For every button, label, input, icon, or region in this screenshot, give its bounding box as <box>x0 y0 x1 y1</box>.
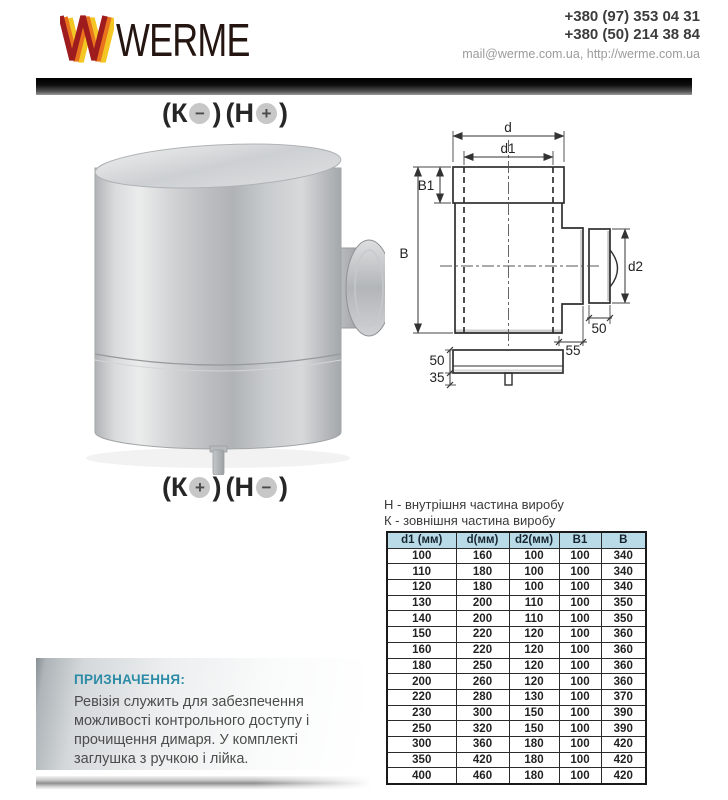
table-cell: 420 <box>456 752 509 768</box>
table-row <box>387 768 646 784</box>
table-cell: 300 <box>456 705 509 721</box>
dimensions-table <box>386 531 647 785</box>
purpose-text: Ревізія служить для забезпечення можливості контрольного доступу і прочищення димаря. У комплекті заглушка з ручкою і лійка. <box>74 694 310 767</box>
plus-badge: + <box>256 103 277 124</box>
table-cell: 420 <box>601 768 646 784</box>
product-photo <box>55 130 385 475</box>
table-cell: 110 <box>387 564 456 580</box>
table-cell: 340 <box>601 580 646 596</box>
table-cell: 180 <box>456 580 509 596</box>
purpose-panel <box>36 658 362 770</box>
table-cell: 390 <box>601 721 646 737</box>
table-cell: 360 <box>601 642 646 658</box>
table-cell: 180 <box>456 564 509 580</box>
minus-badge: − <box>256 477 277 498</box>
table-cell: 220 <box>387 689 456 705</box>
minus-badge: − <box>189 103 210 124</box>
table-cell: 260 <box>456 674 509 690</box>
table-cell: 120 <box>509 674 559 690</box>
table-cell: 150 <box>509 705 559 721</box>
table-row <box>387 674 646 690</box>
brand-name: WERME <box>116 14 250 66</box>
drawing-cap-stub <box>505 373 512 385</box>
table-row <box>387 689 646 705</box>
table-cell: 110 <box>509 611 559 627</box>
table-header-cell: d1 (мм) <box>387 532 456 548</box>
table-cell: 100 <box>559 611 601 627</box>
plus-badge: + <box>189 477 210 498</box>
table-row <box>387 564 646 580</box>
table-cell: 350 <box>601 595 646 611</box>
table-cell: 220 <box>456 642 509 658</box>
table-cell: 200 <box>456 611 509 627</box>
table-cell: 360 <box>601 674 646 690</box>
email-website-line: mail@werme.com.ua, http://werme.com.ua <box>462 47 700 61</box>
table-cell: 370 <box>601 689 646 705</box>
dim-label-35: 35 <box>429 370 445 385</box>
table-cell: 200 <box>387 674 456 690</box>
label-text: ) <box>212 471 222 502</box>
table-cell: 350 <box>601 611 646 627</box>
cylinder-body <box>94 139 342 449</box>
table-cell: 100 <box>559 627 601 643</box>
table-header-cell: B <box>601 532 646 548</box>
dim-label-55: 55 <box>565 343 581 358</box>
legend-line-inner: Н - внутрішня частина виробу <box>384 497 564 512</box>
table-cell: 100 <box>559 642 601 658</box>
table-cell: 180 <box>509 736 559 752</box>
table-cell: 100 <box>559 721 601 737</box>
table-cell: 100 <box>559 689 601 705</box>
table-row <box>387 642 646 658</box>
table-cell: 150 <box>387 627 456 643</box>
table-cell: 180 <box>509 752 559 768</box>
table-cell: 130 <box>509 689 559 705</box>
table-cell: 320 <box>456 721 509 737</box>
table-row <box>387 721 646 737</box>
drawing-cap-handle <box>610 250 618 287</box>
table-row <box>387 627 646 643</box>
label-text: (Н <box>225 97 254 128</box>
table-row <box>387 752 646 768</box>
table-cell: 160 <box>456 548 509 564</box>
table-cell: 250 <box>456 658 509 674</box>
table-row <box>387 580 646 596</box>
table-cell: 250 <box>387 721 456 737</box>
label-text: (Н <box>225 471 254 502</box>
table-cell: 360 <box>456 736 509 752</box>
table-cell: 350 <box>387 752 456 768</box>
table-cell: 140 <box>387 611 456 627</box>
header-divider-bar <box>36 78 692 95</box>
table-cell: 100 <box>559 564 601 580</box>
header-contacts <box>462 8 700 61</box>
drawing-body <box>455 203 583 333</box>
dim-label-d1: d1 <box>500 141 516 156</box>
legend <box>384 497 564 529</box>
phone-number-1: +380 (97) 353 04 31 <box>564 8 700 25</box>
table-row <box>387 611 646 627</box>
table-cell: 120 <box>509 627 559 643</box>
technical-drawing <box>388 98 728 400</box>
table-cell: 340 <box>601 548 646 564</box>
table-cell: 100 <box>559 752 601 768</box>
dim-label-50-side: 50 <box>591 321 607 336</box>
table-cell: 100 <box>387 548 456 564</box>
table-cell: 100 <box>509 548 559 564</box>
table-cell: 300 <box>387 736 456 752</box>
table-header-cell: B1 <box>559 532 601 548</box>
purpose-title: ПРИЗНАЧЕННЯ: <box>74 672 186 687</box>
table-header-row <box>387 532 646 548</box>
table-cell: 120 <box>509 642 559 658</box>
table-row <box>387 595 646 611</box>
table-cell: 100 <box>509 564 559 580</box>
table-cell: 460 <box>456 768 509 784</box>
table-cell: 180 <box>387 658 456 674</box>
table-cell: 120 <box>387 580 456 596</box>
table-cell: 100 <box>559 595 601 611</box>
table-cell: 100 <box>559 674 601 690</box>
dim-label-d2: d2 <box>628 259 644 274</box>
dim-label-d: d <box>504 120 512 135</box>
label-text: ) <box>278 97 288 128</box>
dim-label-50-cap: 50 <box>429 353 445 368</box>
table-cell: 100 <box>559 580 601 596</box>
table-cell: 390 <box>601 705 646 721</box>
label-text: (К <box>162 471 188 502</box>
table-cell: 280 <box>456 689 509 705</box>
table-row <box>387 548 646 564</box>
table-cell: 340 <box>601 564 646 580</box>
table-cell: 100 <box>559 736 601 752</box>
table-cell: 150 <box>509 721 559 737</box>
label-text: ) <box>278 471 288 502</box>
table-cell: 100 <box>559 548 601 564</box>
phone-number-2: +380 (50) 214 38 84 <box>564 26 700 43</box>
label-text: (К <box>162 97 188 128</box>
table-row <box>387 658 646 674</box>
table-cell: 100 <box>559 768 601 784</box>
table-row <box>387 705 646 721</box>
table-row <box>387 736 646 752</box>
table-cell: 120 <box>509 658 559 674</box>
table-cell: 160 <box>387 642 456 658</box>
table-cell: 180 <box>509 768 559 784</box>
table-cell: 100 <box>559 705 601 721</box>
table-cell: 110 <box>509 595 559 611</box>
dim-label-b1: B1 <box>417 178 435 193</box>
product-label-bottom <box>60 472 390 502</box>
table-header-cell: d(мм) <box>456 532 509 548</box>
bottom-metal-bar <box>36 776 372 789</box>
label-text: ) <box>212 97 222 128</box>
table-cell: 360 <box>601 627 646 643</box>
legend-line-outer: К - зовнішня частина виробу <box>384 513 556 528</box>
table-cell: 420 <box>601 736 646 752</box>
table-cell: 230 <box>387 705 456 721</box>
table-cell: 100 <box>509 580 559 596</box>
werme-logo-icon <box>60 14 114 66</box>
table-cell: 130 <box>387 595 456 611</box>
product-label-top <box>60 98 390 128</box>
table-cell: 100 <box>559 658 601 674</box>
table-cell: 400 <box>387 768 456 784</box>
table-cell: 360 <box>601 658 646 674</box>
table-cell: 200 <box>456 595 509 611</box>
header-logo <box>60 14 287 66</box>
table-cell: 420 <box>601 752 646 768</box>
table-header-cell: d2(мм) <box>509 532 559 548</box>
table-cell: 220 <box>456 627 509 643</box>
dim-label-b: B <box>399 246 409 261</box>
